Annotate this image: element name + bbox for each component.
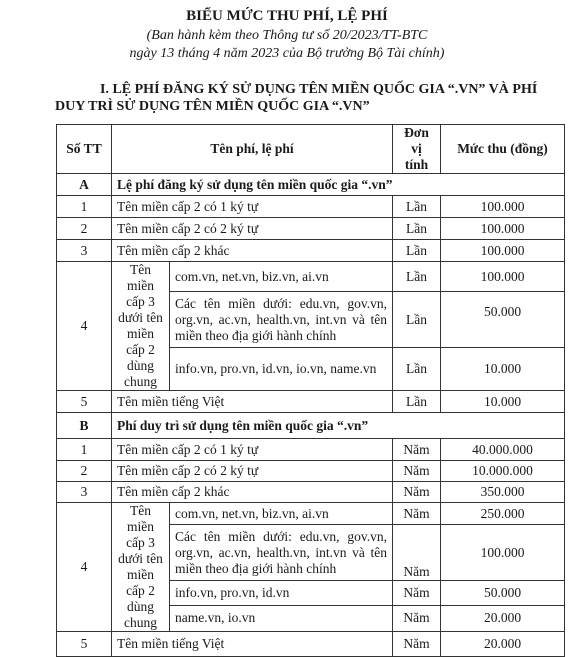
row-unit: Lần xyxy=(393,391,441,413)
row-unit: Năm xyxy=(393,482,441,503)
row-rate: 10.000.000 xyxy=(441,461,565,482)
row-unit: Lần xyxy=(393,196,441,218)
row-name: Tên miền cấp 2 khác xyxy=(112,482,393,503)
table-row xyxy=(57,391,565,413)
row-unit: Năm xyxy=(393,605,441,631)
row-unit: Lần xyxy=(393,347,441,390)
row-stt: 3 xyxy=(57,482,112,503)
row-unit: Lần xyxy=(393,240,441,262)
document-title: BIỂU MỨC THU PHÍ, LỆ PHÍ xyxy=(186,8,388,24)
row-rate: 50.000 xyxy=(441,292,565,348)
table-row xyxy=(57,503,565,525)
table-row xyxy=(57,196,565,218)
row-subname: info.vn, pro.vn, id.vn, io.vn, name.vn xyxy=(170,347,393,390)
group-a-row xyxy=(57,174,565,196)
row-rate: 100.000 xyxy=(441,525,565,581)
header-rate: Mức thu (đồng) xyxy=(441,125,565,174)
row-group-label: Tên miền cấp 3 dưới tên miền cấp 2 dùng chung xyxy=(112,262,170,391)
row-name: Tên miền cấp 2 khác xyxy=(112,240,393,262)
row-subname: Các tên miền dưới: edu.vn, gov.vn, org.vn, ac.vn, health.vn, int.vn và tên miền theo địa giới hành chính xyxy=(170,525,393,581)
row-unit: Lần xyxy=(393,292,441,348)
row-unit: Năm xyxy=(393,632,441,657)
row-subname: info.vn, pro.vn, id.vn xyxy=(170,581,393,605)
table-header-row xyxy=(57,125,565,174)
group-code: A xyxy=(57,174,112,196)
row-rate: 100.000 xyxy=(441,262,565,292)
row-stt: 2 xyxy=(57,218,112,240)
table-row xyxy=(57,262,565,292)
row-stt: 4 xyxy=(57,262,112,391)
table-row xyxy=(57,482,565,503)
row-unit: Năm xyxy=(393,461,441,482)
row-name: Tên miền cấp 2 có 1 ký tự xyxy=(112,196,393,218)
row-rate: 100.000 xyxy=(441,240,565,262)
row-group-label: Tên miền cấp 3 dưới tên miền cấp 2 dùng chung xyxy=(112,503,170,632)
header-fee-name: Tên phí, lệ phí xyxy=(112,125,393,174)
table-row xyxy=(57,461,565,482)
row-rate: 40.000.000 xyxy=(441,439,565,461)
row-stt: 1 xyxy=(57,196,112,218)
table-row xyxy=(57,439,565,461)
document-subtitle-line2: ngày 13 tháng 4 năm 2023 của Bộ trưởng Bộ Tài chính) xyxy=(129,46,445,61)
group-title: Lệ phí đăng ký sử dụng tên miền quốc gia “.vn” xyxy=(112,174,565,196)
document-subtitle-line1: (Ban hành kèm theo Thông tư số 20/2023/TT-BTC xyxy=(146,28,428,43)
row-unit: Lần xyxy=(393,218,441,240)
row-unit: Lần xyxy=(393,262,441,292)
group-title: Phí duy trì sử dụng tên miền quốc gia “.vn” xyxy=(112,413,565,439)
row-rate: 20.000 xyxy=(441,632,565,657)
table-row xyxy=(57,218,565,240)
row-rate: 10.000 xyxy=(441,391,565,413)
row-rate: 100.000 xyxy=(441,196,565,218)
row-subname: com.vn, net.vn, biz.vn, ai.vn xyxy=(170,503,393,525)
row-stt: 2 xyxy=(57,461,112,482)
row-rate: 20.000 xyxy=(441,605,565,631)
section-heading-line1: I. LỆ PHÍ ĐĂNG KÝ SỬ DỤNG TÊN MIỀN QUỐC GIA “.VN” VÀ PHÍ xyxy=(100,82,538,97)
row-name: Tên miền tiếng Việt xyxy=(112,632,393,657)
row-subname: com.vn, net.vn, biz.vn, ai.vn xyxy=(170,262,393,292)
row-stt: 4 xyxy=(57,503,112,632)
row-stt: 5 xyxy=(57,391,112,413)
header-stt: Số TT xyxy=(57,125,112,174)
table-row xyxy=(57,240,565,262)
table-row xyxy=(57,632,565,657)
row-name: Tên miền tiếng Việt xyxy=(112,391,393,413)
section-heading-line2: DUY TRÌ SỬ DỤNG TÊN MIỀN QUỐC GIA “.VN” xyxy=(55,99,370,114)
row-unit: Năm xyxy=(393,525,441,581)
row-stt: 5 xyxy=(57,632,112,657)
fee-table xyxy=(56,124,565,657)
row-subname: Các tên miền dưới: edu.vn, gov.vn, org.vn, ac.vn, health.vn, int.vn và tên miền theo địa giới hành chính xyxy=(170,292,393,348)
row-stt: 3 xyxy=(57,240,112,262)
row-subname: name.vn, io.vn xyxy=(170,605,393,631)
group-b-row xyxy=(57,413,565,439)
group-code: B xyxy=(57,413,112,439)
row-rate: 50.000 xyxy=(441,581,565,605)
row-rate: 10.000 xyxy=(441,347,565,390)
row-unit: Năm xyxy=(393,581,441,605)
row-name: Tên miền cấp 2 có 2 ký tự xyxy=(112,218,393,240)
row-stt: 1 xyxy=(57,439,112,461)
row-unit: Năm xyxy=(393,439,441,461)
row-rate: 100.000 xyxy=(441,218,565,240)
row-rate: 350.000 xyxy=(441,482,565,503)
header-unit: Đơn vị tính xyxy=(393,125,441,174)
row-unit: Năm xyxy=(393,503,441,525)
row-name: Tên miền cấp 2 có 2 ký tự xyxy=(112,461,393,482)
row-name: Tên miền cấp 2 có 1 ký tự xyxy=(112,439,393,461)
row-rate: 250.000 xyxy=(441,503,565,525)
